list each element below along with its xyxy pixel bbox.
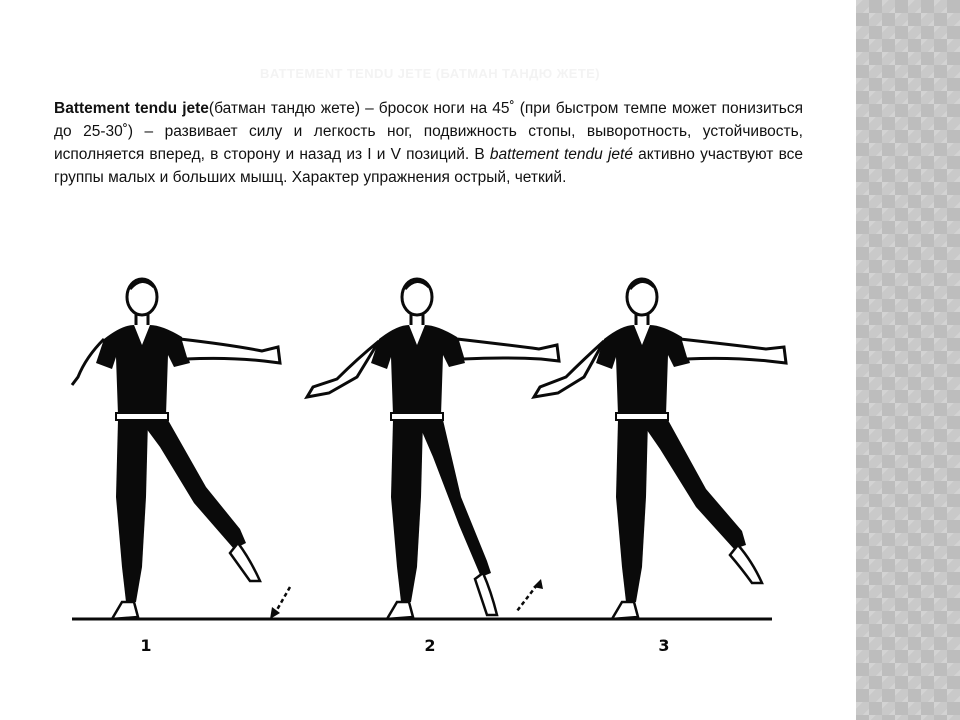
dancer-figure-3 <box>534 279 786 619</box>
description-part-1: (батман тандю жете) – бросок ноги на 45˚ (при быстром темпе может понизиться до 25-30˚) – развивает силу и легкость ног, подвижность стопы, выворотность, устойчивость, исполняется вперед, в сторону и назад из I и V позиций. В <box>54 100 803 163</box>
figure-label-3: 3 <box>658 636 670 655</box>
description-part-2: активно участвуют все группы малых и больших мышц. Характер упражнения острый, четкий. <box>54 146 803 186</box>
slide-title: BATTEMENT TENDU JETE (БАТМАН ТАНДЮ ЖЕТЕ) <box>260 66 600 81</box>
term-italic: battement tendu jeté <box>489 146 633 163</box>
battement-illustration <box>60 255 800 665</box>
side-pattern-panel <box>856 0 960 720</box>
term-bold: Battement tendu jete <box>54 100 209 117</box>
dancer-figures-svg <box>60 255 800 665</box>
description-paragraph <box>54 97 803 189</box>
figure-label-1: 1 <box>140 636 152 655</box>
dancer-figure-1 <box>72 279 290 619</box>
figure-label-2: 2 <box>424 636 436 655</box>
dancer-figure-2 <box>307 279 559 619</box>
